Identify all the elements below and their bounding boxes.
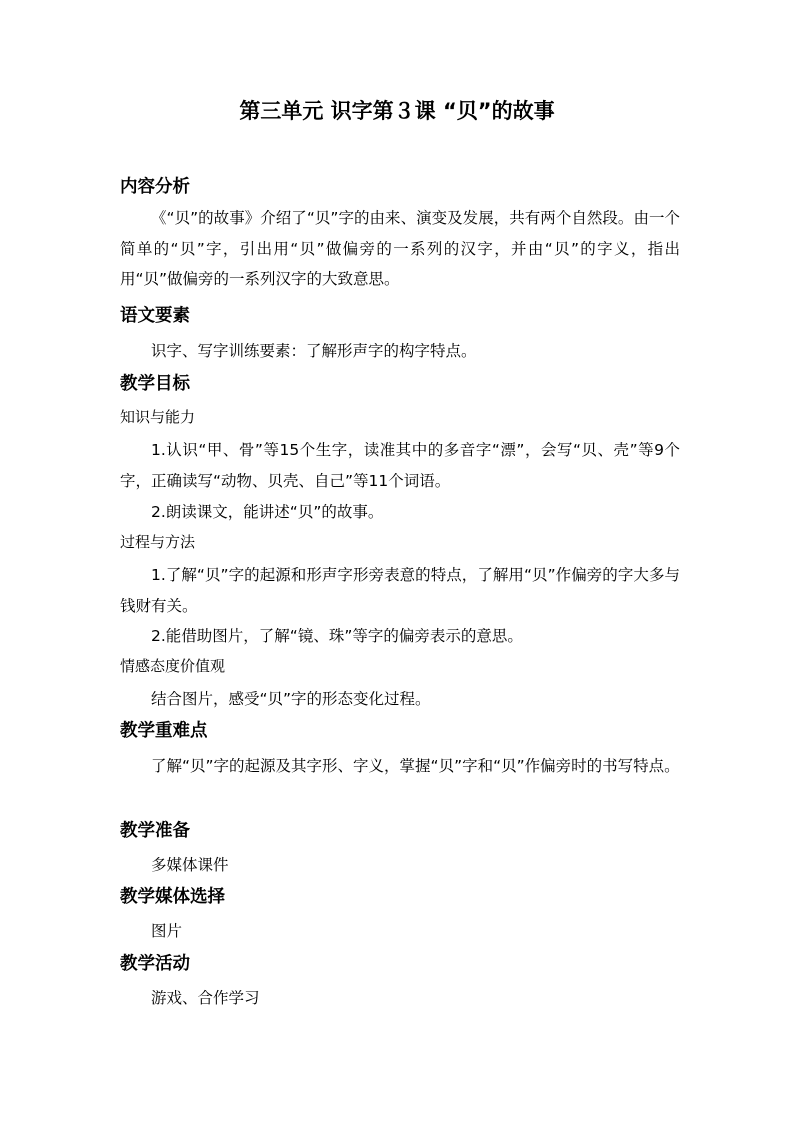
- language-elements-paragraph: 识字、写字训练要素：了解形声字的构字特点。: [151, 342, 477, 360]
- subheading-process: 过程与方法: [120, 533, 196, 551]
- process-item-1: 1.了解“贝”字的起源和形声字形旁表意的特点，了解用“贝”作偏旁的字大多与钱财有关。: [120, 566, 680, 615]
- content-analysis-paragraph: 《“贝”的故事》介绍了“贝”字的由来、演变及发展，共有两个自然段。由一个简单的“贝”字，引出用“贝”做偏旁的一系列的汉字，并由“贝”的字义，指出用“贝”做偏旁的一系列汉字的大致意思。: [120, 209, 680, 288]
- activities-paragraph: 游戏、合作学习: [151, 989, 260, 1007]
- heading-teaching-goals: 教学目标: [120, 374, 190, 394]
- heading-preparation: 教学准备: [120, 821, 190, 841]
- heading-key-points: 教学重难点: [120, 721, 208, 741]
- heading-language-elements: 语文要素: [120, 306, 190, 326]
- heading-media: 教学媒体选择: [120, 887, 225, 907]
- preparation-paragraph: 多媒体课件: [151, 856, 229, 874]
- heading-activities: 教学活动: [120, 954, 190, 974]
- knowledge-item-1: 1.认识“甲、骨”等15个生字，读准其中的多音字“漂”，会写“贝、壳”等9个字，正确读写“动物、贝壳、自己”等11个词语。: [120, 441, 680, 490]
- key-points-paragraph: 了解“贝”字的起源及其字形、字义，掌握“贝”字和“贝”作偏旁时的书写特点。: [151, 757, 680, 775]
- knowledge-item-2: 2.朗读课文，能讲述“贝”的故事。: [151, 503, 384, 521]
- media-paragraph: 图片: [151, 922, 183, 940]
- process-item-2: 2.能借助图片，了解“镜、珠”等字的偏旁表示的意思。: [151, 627, 523, 645]
- subheading-knowledge: 知识与能力: [120, 408, 196, 426]
- subheading-emotion: 情感态度价值观: [120, 657, 226, 675]
- heading-content-analysis: 内容分析: [120, 177, 190, 197]
- emotion-paragraph: 结合图片，感受“贝”字的形态变化过程。: [151, 690, 431, 708]
- page-title: 第三单元 识字第３课 “贝”的故事: [239, 99, 555, 123]
